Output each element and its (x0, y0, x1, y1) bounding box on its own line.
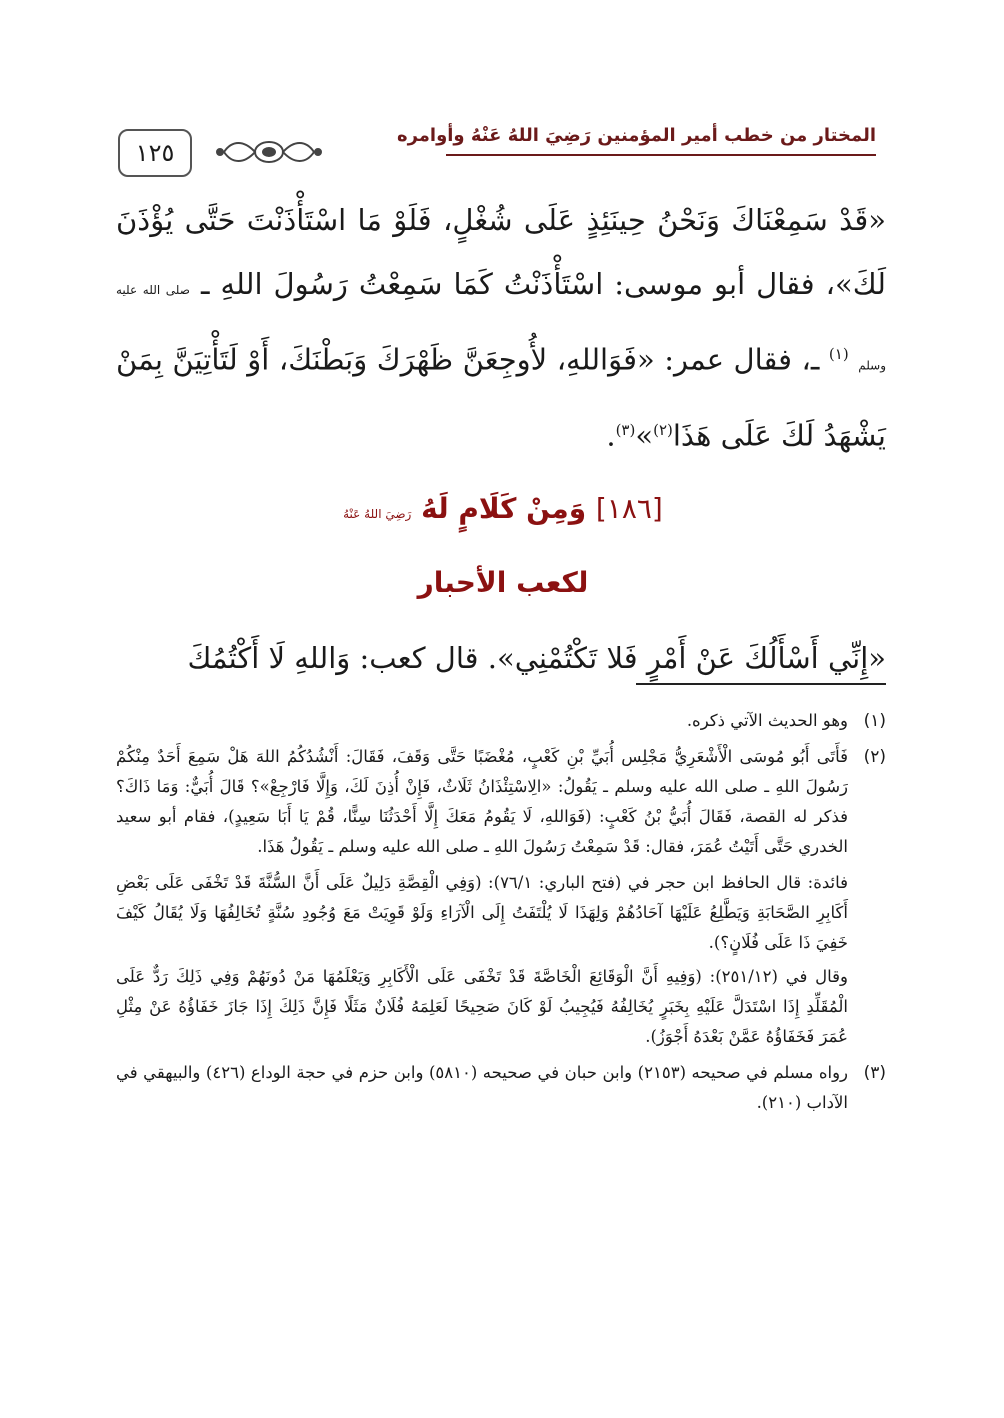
footnotes (116, 706, 886, 1124)
footnote-number: (٣) (863, 1063, 886, 1083)
section-honorific: رَضِيَ اللهُ عَنْهُ (343, 507, 412, 521)
section-heading (118, 492, 888, 525)
footnote-ref-2[interactable]: (٢) (653, 420, 673, 439)
footnote-number: (٢) (863, 747, 886, 767)
para-text-b: ـ، فقال عمر: «فَوَاللهِ، لأُوجِعَنَّ ظَهْرَكَ وَبَطْنَكَ، أَوْ لَتَأْتِيَنَّ بِمَنْ يَشْهَدُ لَكَ عَلَى هَذَا (116, 342, 886, 453)
page-number: ١٢٥ (118, 129, 192, 177)
footnote-1 (116, 706, 886, 740)
section-subtitle: لكعب الأحبار (417, 566, 589, 599)
footnote-2 (116, 742, 886, 866)
paragraph-1 (116, 188, 886, 467)
section-number: [١٨٦] (595, 492, 663, 525)
footnote-benefit-2: وقال في (٢٥١/١٢): (وَفِيهِ أَنَّ الْوَقَائِعَ الْخَاصَّةَ قَدْ تَخْفَى عَلَى الْأَكَابِرِ وَيَعْلَمُهَا مَنْ دُونَهُمْ وَفِي ذَلِكَ رَدٌّ عَلَى الْمُقَلِّدِ إِذَا اسْتَدَلَّ عَلَيْهِ بِخَبَرٍ يُخَالِفُهُ فَيُجِيبُ لَوْ كَانَ صَحِيحًا لَعَلِمَهُ فُلَانٌ مَثَلًا فَإِنَّ ذَلِكَ إِذَا جَازَ خَفَاؤُهُ عَنْ مِثْلِ عُمَرَ فَخَفَاؤُهُ عَمَّنْ بَعْدَهُ أَجْوَزُ). (116, 967, 848, 1046)
footnote-text: فَأَتَى أَبُو مُوسَى الْأَشْعَرِيُّ مَجْلِس أُبَيِّ بْنِ كَعْبٍ، مُغْضَبًا حَتَّى وَقَفَ، فَقَالَ: أَنْشُدُكُمُ اللهَ هَلْ سَمِعَ أَحَدٌ مِنْكُمْ رَسُولَ اللهِ ـ صلى الله عليه وسلم ـ يَقُولُ: «الِاسْتِئْذَانُ ثَلَاثٌ، فَإِنْ أُذِنَ لَكَ، وَإِلَّا فَارْجِعْ»؟ قَالَ أُبَيٌّ: وَمَا ذَاكَ؟ فذكر له القصة، فَقَالَ أُبَيُّ بْنُ كَعْبٍ: (فَوَاللهِ، لَا يَقُومُ مَعَكَ إِلَّا أَحْدَثُنَا سِنًّا، قُمْ يَا أَبَا سَعِيدٍ)، فقام أبو سعيد الخدري حَتَّى أَتَيْتُ عُمَرَ، فقال: قَدْ سَمِعْتُ رَسُولَ اللهِ ـ صلى الله عليه وسلم ـ يَقُولُ هَذَا. (116, 747, 848, 856)
footnote-separator (636, 683, 886, 685)
footnote-number: (١) (863, 711, 886, 731)
para-end: . (606, 418, 616, 453)
footnote-3 (116, 1058, 886, 1122)
footnote-text: وهو الحديث الآتي ذكره. (686, 711, 848, 730)
footnote-text: رواه مسلم في صحيحه (٢١٥٣) وابن حبان في صحيحه (٥٨١٠) وابن حزم في حجة الوداع (٤٢٦) والبيهقي في الآداب (٢١٠). (116, 1063, 849, 1112)
ornament-icon (214, 132, 324, 172)
footnote-ref-3[interactable]: (٣) (615, 420, 636, 439)
para-text-a: «قَدْ سَمِعْنَاكَ وَنَحْنُ حِينَئِذٍ عَلَى شُغْلٍ، فَلَوْ مَا اسْتَأْذَنْتَ حَتَّى يُؤْذَنَ لَكَ»، فقال أبو موسى: اسْتَأْذَنْتُ كَمَا سَمِعْتُ رَسُولَ اللهِ ـ (116, 203, 886, 301)
footnote-ref-1[interactable]: (١) (828, 345, 849, 363)
footnote-2-benefit (116, 868, 886, 1056)
paragraph-2: «إِنِّي أَسْأَلُكَ عَنْ أَمْرٍ فَلا تَكْتُمْنِي». قال كعب: وَاللهِ لَا أَكْتُمُكَ (187, 641, 886, 675)
running-title: المختار من خطب أمير المؤمنين رَضِيَ اللهُ عَنْهُ وأوامره (396, 125, 876, 146)
main-text-2 (116, 626, 886, 690)
honorific: صلى الله عليه وسلم (116, 283, 887, 373)
para-text-c: » (635, 418, 654, 453)
section-title: وَمِنْ كَلَامٍ لَهُ (421, 492, 587, 525)
header-rule (446, 154, 876, 156)
footnote-benefit: فائدة: قال الحافظ ابن حجر في (فتح الباري: ٧٦/١): (وَفِي الْقِصَّةِ دَلِيلٌ عَلَى أَنَّ السُّنَّةَ قَدْ تَخْفَى عَلَى بَعْضِ أَكَابِرِ الصَّحَابَةِ وَيَطَّلِعُ عَلَيْهَا آحَادُهُمْ وَلِهَذَا لَا يُلْتَفَتُ إِلَى الْآرَاءِ وَلَوْ قَوِيَتْ مَعَ وُجُودِ سُنَّةٍ تُخَالِفُهَا وَلَا يُقَالُ كَيْفَ خَفِيَ ذَا عَلَى فُلَانٍ؟). (116, 873, 849, 952)
main-text (116, 188, 886, 467)
